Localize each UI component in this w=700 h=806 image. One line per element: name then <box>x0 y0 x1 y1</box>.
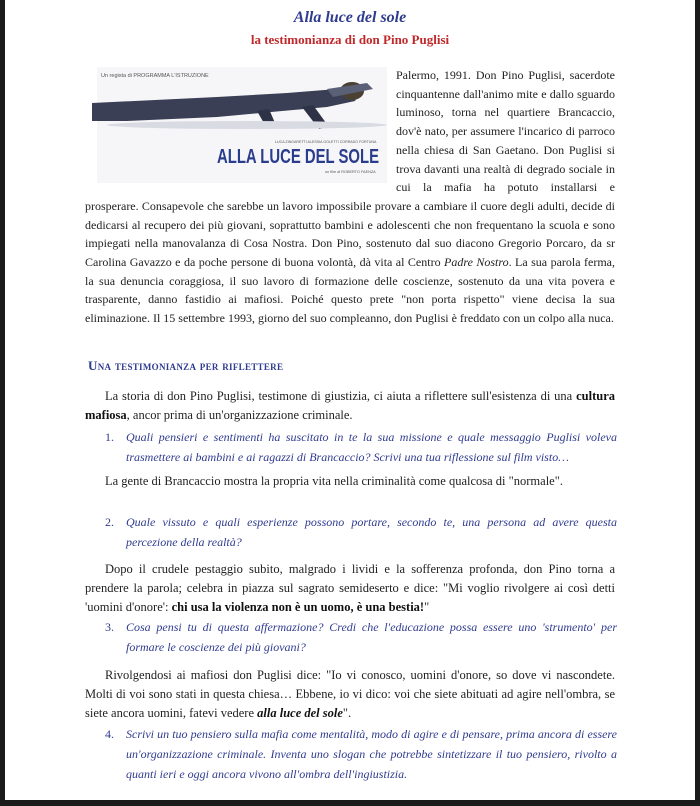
paragraph-3-tail: " <box>424 600 430 614</box>
paragraph-2 <box>85 472 615 491</box>
poster-title: ALLA LUCE DEL SOLE <box>217 146 379 168</box>
question-2-text: Quale vissuto e quali esperienze possono portare, secondo te, una persona ad avere questa percezione della realtà? <box>126 515 617 549</box>
film-poster-image <box>97 67 387 183</box>
section-title: Una testimonianza per riflettere <box>88 358 284 373</box>
paragraph-4-tail: ". <box>342 706 352 720</box>
page-subtitle: la testimonianza di don Pino Puglisi <box>250 32 450 47</box>
page-title: Alla luce del sole <box>293 9 407 26</box>
paragraph-4-text: Rivolgendosi ai mafiosi don Puglisi dice: "Io vi conosco, uomini d'onore, so dove vi nascondete. Molti di voi sono stati in questa chiesa… Ebbene, io vi dico: voi che siete abituati ad agire nell'ombra, se siete ancora uomini, fatevi vedere <box>85 668 615 720</box>
intro-text-end: . La sua parola ferma, la sua denuncia coraggiosa, il suo lavoro di formazione delle coscienze, sostenuto da una vita povera e trasparente, danno fastidio ai mafiosi. Poiché questo prete "non porta rispetto" viene decisa la sua eliminazione. Il 15 settembre 1993, giorno del suo compleanno, don Puglisi è freddato con un colpo alla nuca. <box>85 255 615 326</box>
paragraph-3 <box>85 560 615 617</box>
question-3-text: Cosa pensi tu di questa affermazione? Credi che l'educazione possa essere uno 'strumento' per formare le coscienze dei più giovani? <box>126 620 617 654</box>
question-1 <box>105 427 617 467</box>
paragraph-4-bold: alla luce del sole <box>257 706 343 720</box>
question-4 <box>105 724 617 784</box>
paragraph-1-tail: , ancor prima di un'organizzazione criminale. <box>126 408 353 422</box>
poster-top-line: Un regista di PROGRAMMA L'ISTRUZIONE <box>101 73 209 79</box>
question-4-number: 4. <box>105 727 114 741</box>
question-3 <box>105 617 617 657</box>
poster-credits: LUCA ZINGARETTI ALESSIA GOLETTI CORRADO FORTUNA <box>275 140 377 144</box>
question-4-text: Scrivi un tuo pensiero sulla mafia come mentalità, modo di agire e di pensare, prima ancora di essere un'organizzazione criminale. Inventa uno slogan che potrebbe sintetizzare il tuo pensiero, rivolto a quanti ieri e oggi ancora vivono all'ombra dell'ingiustizia. <box>126 727 617 781</box>
poster-director: un film di ROBERTO FAENZA <box>325 170 376 174</box>
question-3-number: 3. <box>105 620 114 634</box>
film-poster <box>97 67 387 183</box>
paragraph-2-text: La gente di Brancaccio mostra la propria vita nella criminalità come qualcosa di "normale". <box>105 474 563 488</box>
centro-name: Padre Nostro <box>444 255 509 270</box>
question-2-number: 2. <box>105 515 114 529</box>
paragraph-3-bold: chi usa la violenza non è un uomo, è una bestia! <box>171 600 425 614</box>
question-1-text: Quali pensieri e sentimenti ha suscitato in te la sua missione e quale messaggio Puglisi voleva trasmettere ai bambini e ai ragazzi di Brancaccio? Scrivi una tua riflessione sul film visto… <box>126 430 617 464</box>
paragraph-3-text: Dopo il crudele pestaggio subito, malgrado i lividi e la sofferenza profonda, don Pino torna a prendere la parola; celebra in piazza sul sagrato semideserto e dice: "Mi voglio rivolgere ai così detti 'uomini d'onore': <box>85 562 615 614</box>
paragraph-4 <box>85 666 615 723</box>
question-1-number: 1. <box>105 430 114 444</box>
document-page <box>5 0 695 800</box>
question-2 <box>105 512 617 552</box>
paragraph-1-text: La storia di don Pino Puglisi, testimone di giustizia, ci aiuta a riflettere sull'esistenza di una <box>105 389 577 403</box>
paragraph-1-bold: cultura mafiosa <box>85 389 615 422</box>
intro-text: Palermo, 1991. Don Pino Puglisi, sacerdote cinquantenne dall'animo mite e dallo sguardo luminoso, torna nel quartiere Brancaccio, dov'è nato, per assumere l'incarico di parroco nella chiesa di San Gaetano. Don Puglisi si trova davanti una realtà di degrado sociale in cui la mafia ha potuto installarsi e prosperare. Consapevole che sarebbe un lavoro impossibile provare a cambiare il cuore degli adulti, decide di dedicarsi al recupero dei più giovani, soprattutto bambini e adolescenti che non frequentano la scuola e sono impiegati nella manovalanza di Cosa Nostra. Don Pino, sostenuto dal suo diacono Gregorio Porcaro, da sr Carolina Gavazzo e da poche persone di buona volontà, dà vita al Centro <box>85 68 615 270</box>
paragraph-1 <box>85 387 615 425</box>
